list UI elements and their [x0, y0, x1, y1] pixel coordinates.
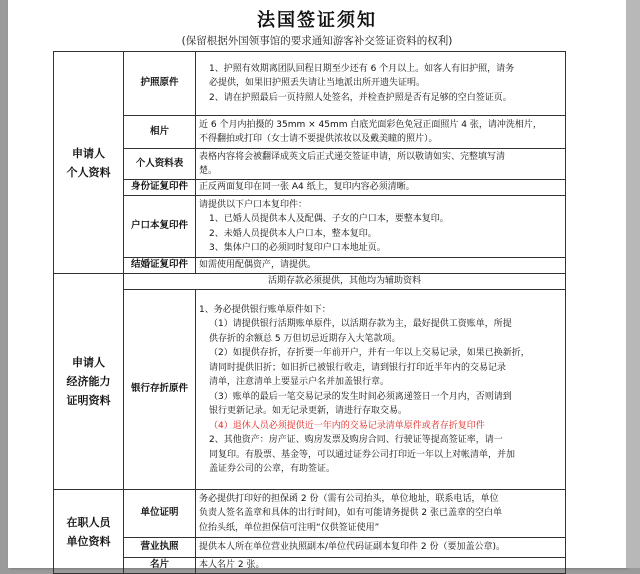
table-row: [54, 180, 566, 196]
table-row: [54, 538, 566, 558]
item-passport-text: 1、护照有效期离团队回程日期至少还有 6 个月以上。如客人有旧护照，请务 必提供，如果旧护照丢失请让当地派出所开遗失证明。 2、请在护照最后一页持照人处签名，并检查护照是否有足够的空白签证页。: [196, 52, 566, 116]
table-row: [54, 116, 566, 149]
category-finance: 申请人 经济能力 证明资料: [54, 274, 124, 490]
item-card-text: 本人名片 2 张。: [196, 558, 566, 574]
item-license-text: 提供本人所在单位营业执照副本/单位代码证副本复印件 2 份（要加盖公章)。: [196, 538, 566, 558]
table-row: [54, 558, 566, 574]
item-id-copy-text: 正反两面复印在同一张 A4 纸上，复印内容必须清晰。: [196, 180, 566, 196]
item-bank-text: 1、务必提供银行账单原件如下： （1）请提供银行活期账单原件，以活期存款为主，最好提供工资账单，所提 供存折的余额总 5 万但切忌近期存入大笔款项。 （2）如提供存折，存折要一年前开户，并有一年以上交易记录，如果已换新折， 请同时提供旧折；如旧折已被银行收走，请到银行打印近半年内的交易记录 清单，注意清单上要显示户名并加盖银行章。 （3）账单的最后一笔交易记录的发生时间必须离递签日一个月内，否则请到 银行更新记录。如无记录更新，请进行存取交易。 （4）退休人员必须提供近一年内的交易记录清单原件或者存折复印件 2、其他资产：房产证、购房发票及购房合同、行驶证等提高签证率，请一 同复印。有股票、基金等，可以通过证券公司打印近一年以上对帐清单，并加 盖证券公司的公章，有助签证。: [196, 290, 566, 490]
item-id-copy-label: 身份证复印件: [124, 180, 196, 196]
page-subtitle: (保留根据外国领事馆的要求通知游客补交签证资料的权利): [181, 35, 453, 47]
item-unit-cert-label: 单位证明: [124, 490, 196, 538]
page-title: 法国签证须知: [257, 10, 377, 31]
table-row: [54, 258, 566, 274]
item-unit-cert-text: 务必提供打印好的担保函 2 份（需有公司抬头，单位地址，联系电话，单位 负责人签名盖章和具体的出行时间)，如有可能请务提供 2 张已盖章的空白单 位抬头纸，单位担保信可注明“仅供签证使用”: [196, 490, 566, 538]
table-row: [54, 290, 566, 490]
item-marriage-text: 如需使用配偶资产，请提供。: [196, 258, 566, 274]
table-row: [54, 149, 566, 180]
item-marriage-label: 结婚证复印件: [124, 258, 196, 274]
item-bank-label: 银行存折原件: [124, 290, 196, 490]
retiree-note: （4）退休人员必须提供近一年内的交易记录清单原件或者存折复印件: [209, 420, 485, 431]
category-employee: 在职人员 单位资料: [54, 490, 124, 574]
table-row: [54, 196, 566, 258]
item-passport-label: 护照原件: [124, 52, 196, 116]
table-row: [54, 274, 566, 290]
item-card-label: 名片: [124, 558, 196, 574]
item-photo-label: 相片: [124, 116, 196, 149]
table-row: [54, 52, 566, 116]
item-hukou-label: 户口本复印件: [124, 196, 196, 258]
item-license-label: 营业执照: [124, 538, 196, 558]
item-info-form-label: 个人资料表: [124, 149, 196, 180]
viewer-side-panel: [626, 0, 640, 568]
category-applicant: 申请人 个人资料: [54, 52, 124, 274]
visa-requirements-table: [53, 51, 566, 574]
item-hukou-text: 请提供以下户口本复印件： 1、已婚人员提供本人及配偶、子女的户口本，要整本复印。 2、未婚人员提供本人户口本，整本复印。 3、集体户口的必须同时复印户口本地址页。: [196, 196, 566, 258]
document-page: [8, 0, 626, 571]
item-info-form-text: 表格内容将会被翻译成英文后正式递交签证申请，所以敬请如实、完整填写清 楚。: [196, 149, 566, 180]
item-photo-text: 近 6 个月内拍摄的 35mm × 45mm 白底光面彩色免冠正面照片 4 张，请冲洗相片， 不得翻拍或打印（女士请不要提供浓妆以及戴美瞳的照片）。: [196, 116, 566, 149]
table-row: [54, 490, 566, 538]
finance-header: 活期存款必须提供，其他均为辅助资料: [124, 274, 566, 290]
